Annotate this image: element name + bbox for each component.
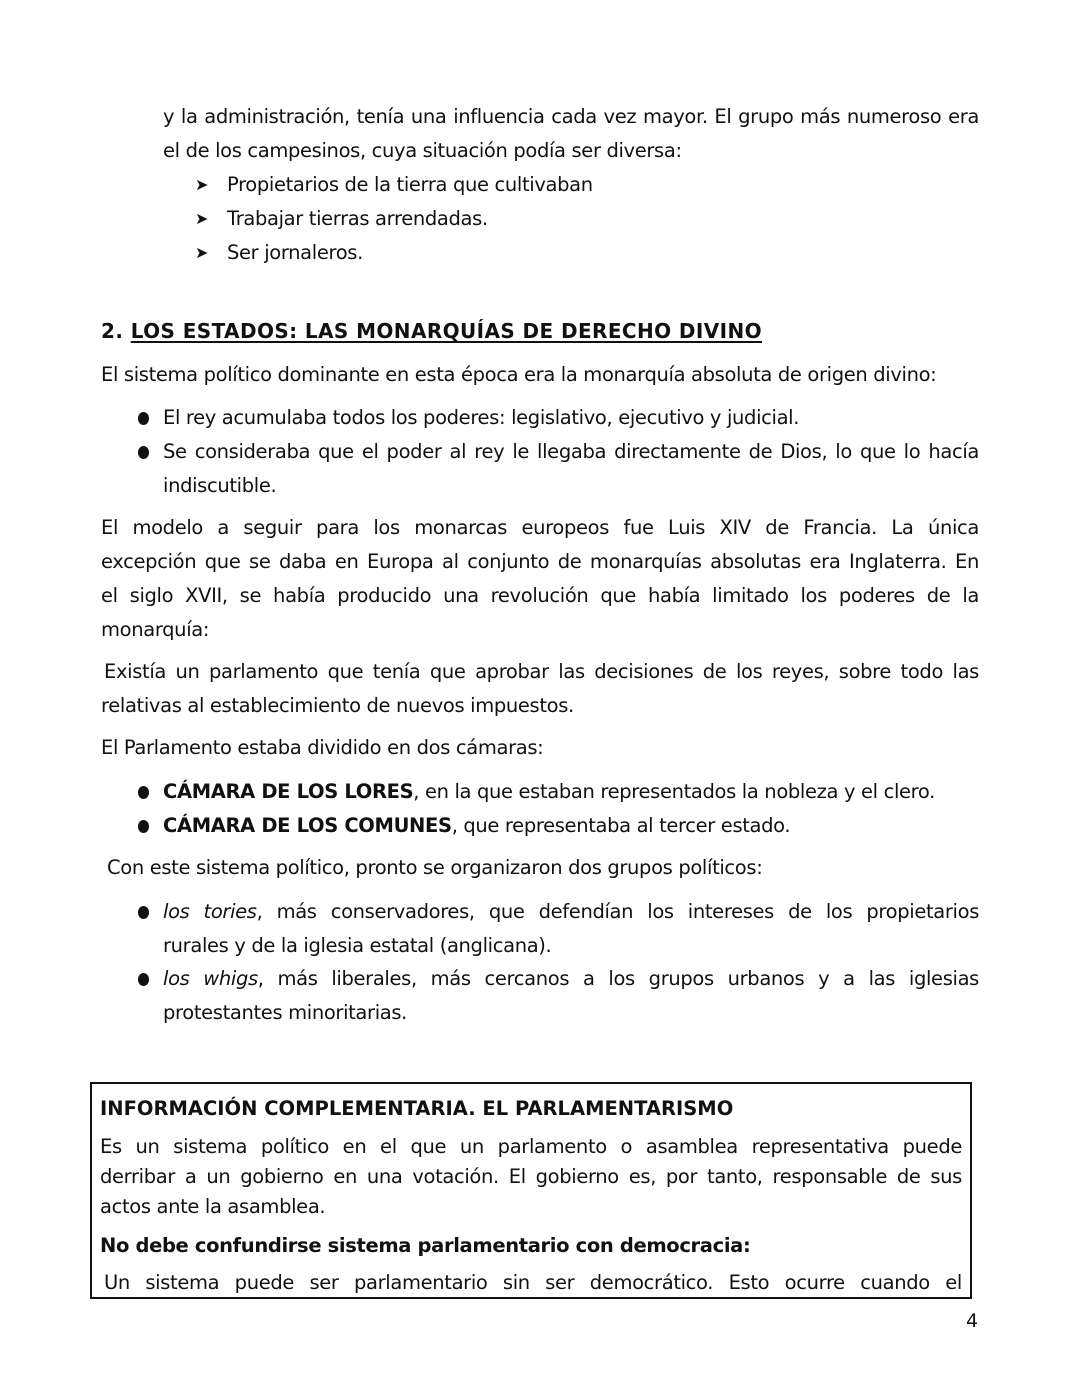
list-item: Se consideraba que el poder al rey le llegaba directamente de Dios, lo que lo hacía — [163, 440, 979, 463]
paragraph-line: El sistema político dominante en esta época era la monarquía absoluta de origen divino: — [101, 363, 937, 386]
filled-circle-bullet-icon — [138, 906, 149, 919]
info-box-line: Es un sistema político en el que un parlamento o asamblea representativa puede — [100, 1135, 962, 1158]
filled-circle-bullet-icon — [138, 973, 149, 986]
filled-circle-bullet-icon — [138, 412, 149, 425]
paragraph-line: El modelo a seguir para los monarcas europeos fue Luis XIV de Francia. La única — [101, 516, 979, 539]
paragraph-line: Existía un parlamento que tenía que aprobar las decisiones de los reyes, sobre todo las — [104, 660, 979, 683]
paragraph-line: el de los campesinos, cuya situación podía ser diversa: — [163, 139, 682, 162]
info-box-title: INFORMACIÓN COMPLEMENTARIA. EL PARLAMENTARISMO — [100, 1097, 734, 1120]
info-box-line: derribar a un gobierno en una votación. El gobierno es, por tanto, responsable de sus — [100, 1165, 962, 1188]
filled-circle-bullet-icon — [138, 786, 149, 799]
list-item: Propietarios de la tierra que cultivaban — [227, 173, 593, 196]
paragraph-line: Con este sistema político, pronto se organizaron dos grupos políticos: — [107, 856, 763, 879]
list-item — [163, 899, 979, 925]
section-number: 2. — [101, 319, 124, 343]
chamber-description: , que representaba al tercer estado. — [451, 814, 791, 837]
paragraph-line: monarquía: — [101, 618, 210, 641]
filled-circle-bullet-icon — [138, 446, 149, 459]
group-name: los tories — [163, 900, 257, 923]
list-item — [163, 966, 979, 992]
list-item: Ser jornaleros. — [227, 241, 363, 264]
list-item-continuation: indiscutible. — [163, 474, 277, 497]
list-item: Trabajar tierras arrendadas. — [227, 207, 488, 230]
list-item-continuation: rurales y de la iglesia estatal (anglicana). — [163, 934, 552, 957]
group-description: , más liberales, más cercanos a los grupos urbanos y a las iglesias — [257, 967, 979, 990]
group-name: los whigs — [163, 967, 258, 990]
paragraph-line: y la administración, tenía una influencia cada vez mayor. El grupo más numeroso era — [163, 105, 979, 128]
info-box-bold-note: No debe confundirse sistema parlamentario con democracia: — [100, 1234, 751, 1257]
paragraph-line: excepción que se daba en Europa al conjunto de monarquías absolutas era Inglaterra. En — [101, 550, 979, 573]
list-item: El rey acumulaba todos los poderes: legislativo, ejecutivo y judicial. — [163, 406, 800, 429]
paragraph-line: el siglo XVII, se había producido una revolución que había limitado los poderes de la — [101, 584, 979, 607]
list-item — [163, 813, 790, 839]
info-box-line: actos ante la asamblea. — [100, 1195, 326, 1218]
list-item-continuation: protestantes minoritarias. — [163, 1001, 408, 1024]
chamber-name: CÁMARA DE LOS COMUNES — [163, 814, 452, 837]
group-description: , más conservadores, que defendían los intereses de los propietarios — [256, 900, 980, 923]
list-item — [163, 779, 935, 805]
paragraph-line: El Parlamento estaba dividido en dos cámaras: — [101, 736, 544, 759]
arrowhead-bullet-icon: ➤ — [195, 243, 209, 262]
arrowhead-bullet-icon: ➤ — [195, 175, 209, 194]
info-box-line: Un sistema puede ser parlamentario sin ser democrático. Esto ocurre cuando el — [104, 1271, 962, 1294]
chamber-name: CÁMARA DE LOS LORES — [163, 780, 414, 803]
section-title: LOS ESTADOS: LAS MONARQUÍAS DE DERECHO DIVINO — [130, 319, 762, 343]
paragraph-line: relativas al establecimiento de nuevos impuestos. — [101, 694, 574, 717]
page-number: 4 — [966, 1310, 979, 1332]
arrowhead-bullet-icon: ➤ — [195, 209, 209, 228]
section-heading — [101, 318, 762, 344]
filled-circle-bullet-icon — [138, 820, 149, 833]
chamber-description: , en la que estaban representados la nobleza y el clero. — [413, 780, 935, 803]
